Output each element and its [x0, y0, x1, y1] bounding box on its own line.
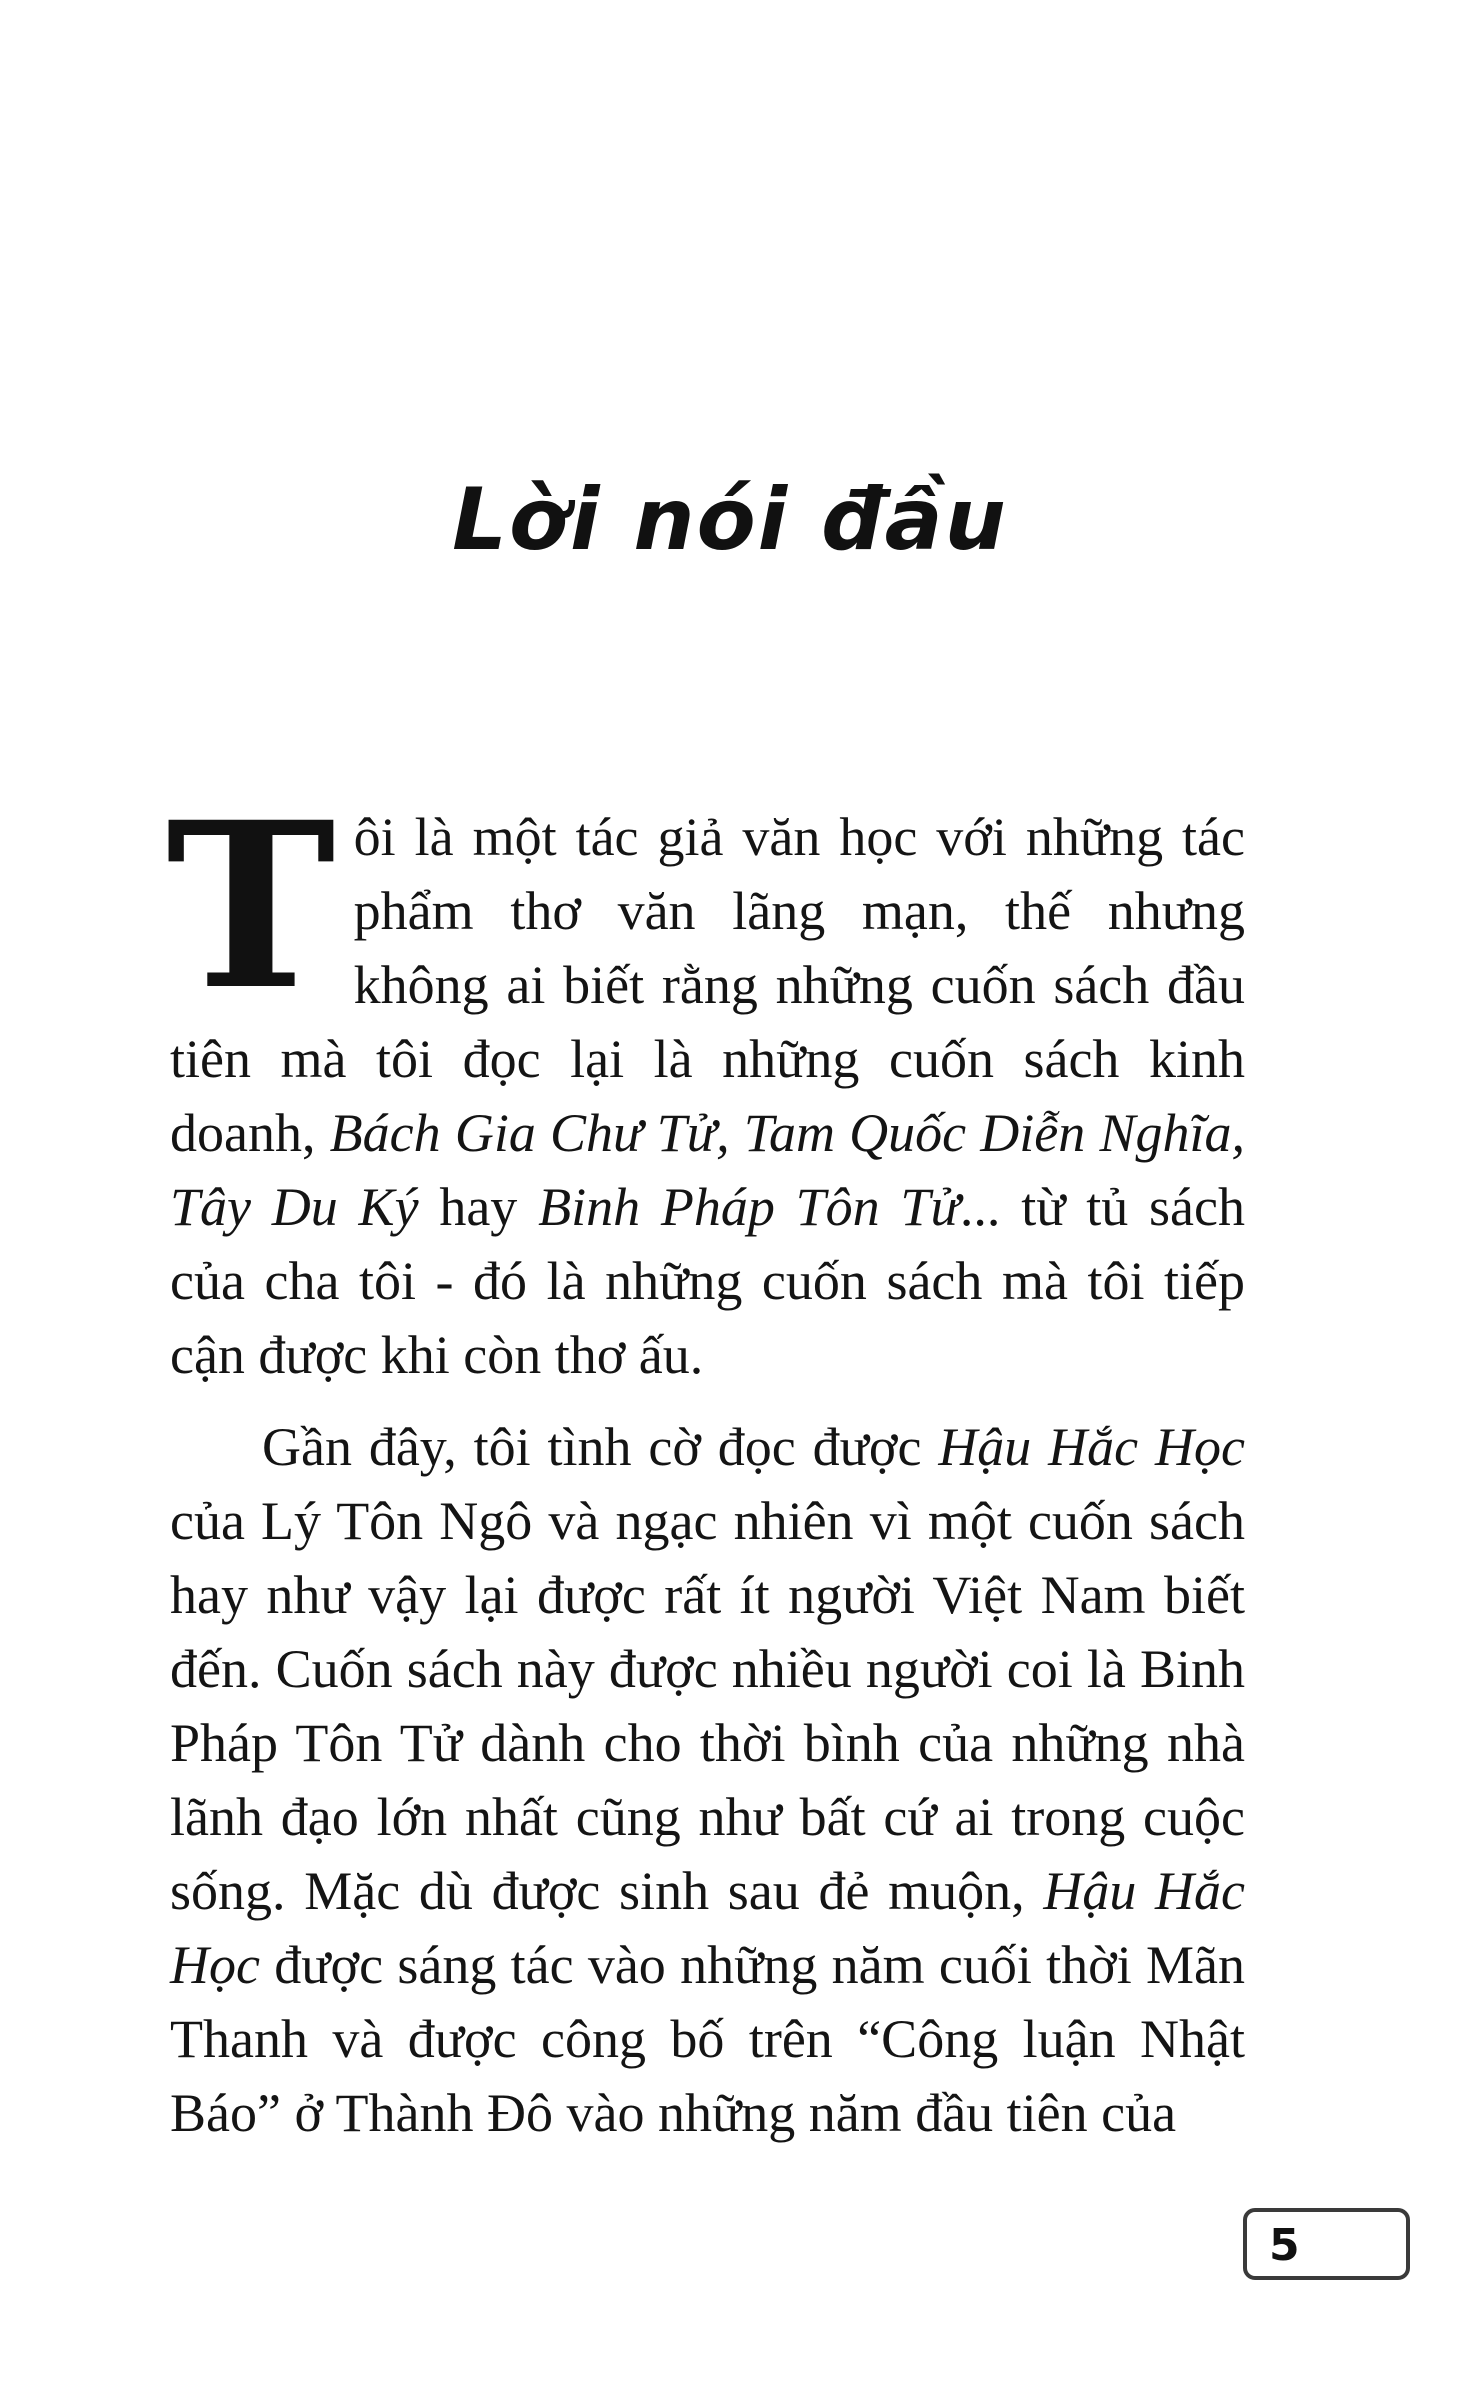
paragraph-1-text-2: hay [418, 1177, 539, 1237]
drop-cap-letter: T [166, 772, 336, 1040]
paragraph-2-text-2: của Lý Tôn Ngô và ngạc nhiên vì một cuốn sách hay như vậy lại được rất ít người Việt Nam biết đến. Cuốn sách này được nhiều người coi là Binh Pháp Tôn Tử dành cho thời bình của những nhà lãnh đạo lớn nhất cũng như bất cứ ai trong cuộc sống. Mặc dù được sinh sau đẻ muộn, [170, 1491, 1245, 1921]
page-number: 5 [1269, 2220, 1300, 2271]
paragraph-2-text-3: được sáng tác vào những năm cuối thời Mãn Thanh và được công bố trên “Công luận Nhật Báo” ở Thành Đô vào những năm đầu tiên của [170, 1935, 1245, 2143]
paragraph-2-italic-title-2: Hậu Hắc Học [170, 1861, 1245, 1995]
paragraph-1-text-1: ôi là một tác giả văn học với những tác phẩm thơ văn lãng mạn, thế nhưng không ai biết rằng những cuốn sách đầu tiên mà tôi đọc lại là những cuốn sách kinh doanh, [170, 807, 1245, 1163]
paragraph-1-italic-title: Binh Pháp Tôn Tử [538, 1177, 960, 1237]
paragraph-1-text-3: ... từ tủ sách của cha tôi - đó là những cuốn sách mà tôi tiếp cận được khi còn thơ ấu. [170, 1177, 1245, 1385]
paragraph-2-text-1: Gần đây, tôi tình cờ đọc được [262, 1417, 939, 1477]
paragraph-2-italic-title-1: Hậu Hắc Học [938, 1417, 1245, 1477]
paragraph-1 [166, 772, 1245, 1392]
paragraph-2 [170, 1410, 1245, 2150]
page-title: Lời nói đầu [452, 470, 1008, 570]
paragraph-1-italic-titles: Bách Gia Chư Tử, Tam Quốc Diễn Nghĩa, Tây Du Ký [170, 1103, 1245, 1237]
page-number-box [1243, 2208, 1410, 2280]
